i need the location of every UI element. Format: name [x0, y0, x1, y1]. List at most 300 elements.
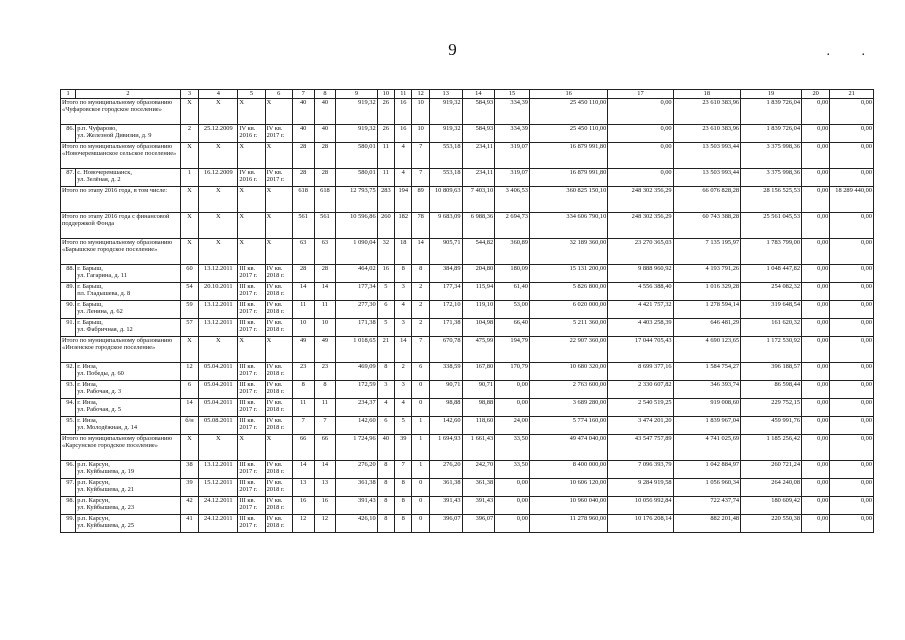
- address-cell: [76, 381, 180, 399]
- data-cell: Х: [238, 99, 265, 125]
- data-cell: 553,18: [429, 169, 462, 187]
- data-cell: 334 606 790,10: [529, 213, 607, 239]
- data-cell: 5 826 800,00: [529, 283, 607, 301]
- data-cell: 1 018,65: [336, 337, 377, 363]
- data-cell: IV кв. 2018 г.: [265, 461, 292, 479]
- data-cell: 40: [314, 125, 336, 143]
- data-cell: 7: [314, 417, 336, 435]
- data-cell: 25 561 045,53: [741, 213, 802, 239]
- column-number: 17: [608, 90, 673, 99]
- data-cell: 0,00: [830, 301, 874, 319]
- subtotal-label: Итого по муниципальному образованию «Карсунское городское поселение»: [61, 435, 181, 461]
- data-cell: 13 503 993,44: [673, 169, 740, 187]
- data-cell: 260: [377, 213, 394, 239]
- column-number: 16: [529, 90, 607, 99]
- table-row: [61, 417, 874, 435]
- data-cell: 14: [180, 399, 199, 417]
- data-cell: 0,00: [802, 417, 830, 435]
- data-cell: 283: [377, 187, 394, 213]
- address-settlement: р.п. Карсун,: [77, 479, 110, 486]
- data-cell: 1 783 799,00: [741, 239, 802, 265]
- data-cell: 0,00: [830, 515, 874, 533]
- data-cell: 0,00: [608, 169, 673, 187]
- data-cell: 7 096 393,79: [608, 461, 673, 479]
- data-cell: 14: [292, 283, 314, 301]
- address-settlement: р.п. Карсун,: [77, 515, 110, 522]
- data-cell: 98,88: [462, 399, 495, 417]
- data-cell: 28: [314, 169, 336, 187]
- address-cell: [76, 461, 180, 479]
- subtotal-label: Итого по муниципальному образованию «Барышское городское поселение»: [61, 239, 181, 265]
- data-cell: 9 683,09: [429, 213, 462, 239]
- data-cell: 16.12.2009: [199, 169, 238, 187]
- row-number: 87.: [61, 169, 76, 187]
- column-number: 4: [199, 90, 238, 99]
- data-cell: 54: [180, 283, 199, 301]
- data-cell: Х: [180, 143, 199, 169]
- data-cell: 1 185 256,42: [741, 435, 802, 461]
- data-cell: 10: [412, 99, 429, 125]
- data-cell: 2 694,73: [495, 213, 530, 239]
- row-number: 97.: [61, 479, 76, 497]
- data-cell: 194: [395, 187, 412, 213]
- address-settlement: г. Инза,: [77, 417, 98, 424]
- data-cell: 23: [292, 363, 314, 381]
- data-cell: 0: [412, 381, 429, 399]
- data-cell: Х: [265, 99, 292, 125]
- subtotal-label: Итого по муниципальному образованию «Чуфаровское городское поселение»: [61, 99, 181, 125]
- data-cell: 38: [180, 461, 199, 479]
- data-cell: 66,40: [495, 319, 530, 337]
- data-cell: 264 240,08: [741, 479, 802, 497]
- address-street: ул. Гагарина, д. 11: [77, 272, 128, 280]
- data-cell: 7: [395, 461, 412, 479]
- data-cell: 1 278 594,14: [673, 301, 740, 319]
- data-cell: 242,70: [462, 461, 495, 479]
- table-row: [61, 363, 874, 381]
- data-cell: IV кв. 2018 г.: [265, 497, 292, 515]
- data-cell: 0,00: [802, 497, 830, 515]
- data-cell: 3 375 998,36: [741, 143, 802, 169]
- data-cell: 3 474 201,20: [608, 417, 673, 435]
- data-cell: 0,00: [830, 337, 874, 363]
- column-number: 3: [180, 90, 199, 99]
- data-cell: 10 176 208,14: [608, 515, 673, 533]
- row-number: 90.: [61, 301, 76, 319]
- data-cell: 0,00: [830, 99, 874, 125]
- data-cell: 580,01: [336, 143, 377, 169]
- data-cell: 334,39: [495, 99, 530, 125]
- data-cell: 1: [412, 417, 429, 435]
- data-cell: 0,00: [608, 125, 673, 143]
- data-cell: 6: [377, 417, 394, 435]
- data-cell: 1 048 447,82: [741, 265, 802, 283]
- table-row: [61, 381, 874, 399]
- row-number: 95.: [61, 417, 76, 435]
- address-street: ул. Куйбышева, д. 25: [77, 522, 135, 530]
- data-cell: 57: [180, 319, 199, 337]
- column-number: 14: [462, 90, 495, 99]
- address-street: пл. Гладышева, д. 8: [77, 290, 131, 298]
- table-row: [61, 125, 874, 143]
- data-cell: 4: [395, 301, 412, 319]
- data-cell: 28: [292, 265, 314, 283]
- data-cell: 360 825 150,10: [529, 187, 607, 213]
- data-cell: 3: [395, 319, 412, 337]
- data-cell: 7: [292, 417, 314, 435]
- data-cell: 14: [314, 461, 336, 479]
- data-cell: 1: [412, 435, 429, 461]
- data-cell: 553,18: [429, 143, 462, 169]
- address-street: ул. Молодёжная, д. 14: [77, 424, 138, 432]
- data-cell: 0,00: [830, 213, 874, 239]
- data-cell: 11: [292, 301, 314, 319]
- data-cell: 254 082,32: [741, 283, 802, 301]
- data-cell: 17 044 705,43: [608, 337, 673, 363]
- data-cell: 0,00: [802, 99, 830, 125]
- subtotal-row: [61, 337, 874, 363]
- data-cell: 0,00: [802, 381, 830, 399]
- data-cell: IV кв. 2018 г.: [265, 381, 292, 399]
- address-cell: [76, 479, 180, 497]
- data-cell: 5: [377, 283, 394, 301]
- data-cell: 171,38: [429, 319, 462, 337]
- data-cell: 0,00: [830, 381, 874, 399]
- data-cell: 167,80: [462, 363, 495, 381]
- table-row: [61, 515, 874, 533]
- address-settlement: р.п. Чуфарово,: [77, 125, 117, 132]
- data-cell: IV кв. 2018 г.: [265, 319, 292, 337]
- data-cell: 32 189 360,00: [529, 239, 607, 265]
- address-settlement: г. Барыш,: [77, 319, 103, 326]
- table-row: [61, 283, 874, 301]
- data-cell: 14: [314, 283, 336, 301]
- data-cell: 475,99: [462, 337, 495, 363]
- column-number: 9: [336, 90, 377, 99]
- data-cell: 234,11: [462, 169, 495, 187]
- data-cell: 426,10: [336, 515, 377, 533]
- data-cell: 7: [412, 337, 429, 363]
- subtotal-label: Итого по муниципальному образованию «Инзенское городское поселение»: [61, 337, 181, 363]
- column-number: 20: [802, 90, 830, 99]
- data-cell: 0,00: [495, 515, 530, 533]
- data-cell: 4 403 258,39: [608, 319, 673, 337]
- data-cell: 1 839 967,04: [673, 417, 740, 435]
- data-cell: 41: [180, 515, 199, 533]
- data-cell: 0,00: [830, 283, 874, 301]
- data-cell: Х: [238, 435, 265, 461]
- subtotal-row: [61, 213, 874, 239]
- data-cell: 33,50: [495, 461, 530, 479]
- data-cell: Х: [180, 213, 199, 239]
- data-cell: 182: [395, 213, 412, 239]
- column-number-row: [61, 90, 874, 99]
- data-cell: 05.04.2011: [199, 363, 238, 381]
- data-cell: 11: [314, 399, 336, 417]
- data-cell: 361,38: [462, 479, 495, 497]
- data-cell: 10: [292, 319, 314, 337]
- subtotal-label: Итого по муниципальному образованию «Новочеремшанское сельское поселение»: [61, 143, 181, 169]
- table-row: [61, 479, 874, 497]
- data-cell: 0,00: [830, 417, 874, 435]
- data-cell: 22 907 360,00: [529, 337, 607, 363]
- data-cell: 10 596,86: [336, 213, 377, 239]
- data-cell: 13 503 993,44: [673, 143, 740, 169]
- data-cell: Х: [265, 337, 292, 363]
- row-number: 94.: [61, 399, 76, 417]
- data-cell: 16: [292, 497, 314, 515]
- data-cell: III кв. 2017 г.: [238, 363, 265, 381]
- data-cell: 0: [412, 497, 429, 515]
- data-cell: 21: [377, 337, 394, 363]
- data-cell: 16: [377, 265, 394, 283]
- data-cell: 3: [395, 283, 412, 301]
- address-settlement: г. Инза,: [77, 363, 98, 370]
- data-cell: 24.12.2011: [199, 497, 238, 515]
- data-cell: 0,00: [830, 399, 874, 417]
- data-cell: 4 741 025,69: [673, 435, 740, 461]
- data-cell: 13.12.2011: [199, 319, 238, 337]
- data-cell: 0,00: [830, 435, 874, 461]
- data-cell: Х: [265, 435, 292, 461]
- data-cell: 646 481,29: [673, 319, 740, 337]
- data-cell: 60 743 388,28: [673, 213, 740, 239]
- data-cell: 5: [395, 417, 412, 435]
- data-cell: 0,00: [802, 143, 830, 169]
- data-cell: 919,32: [336, 125, 377, 143]
- page-number: 9: [448, 40, 457, 59]
- data-cell: 4 556 388,40: [608, 283, 673, 301]
- data-cell: 14: [292, 461, 314, 479]
- data-cell: 618: [292, 187, 314, 213]
- data-cell: 3 406,53: [495, 187, 530, 213]
- data-cell: 194,79: [495, 337, 530, 363]
- data-cell: 0,00: [495, 399, 530, 417]
- data-cell: 0,00: [802, 283, 830, 301]
- data-cell: 6: [377, 301, 394, 319]
- data-cell: 4 690 123,65: [673, 337, 740, 363]
- data-cell: 0,00: [802, 187, 830, 213]
- address-street: ул. Куйбышева, д. 23: [77, 504, 135, 512]
- data-cell: 360,89: [495, 239, 530, 265]
- data-cell: 276,20: [429, 461, 462, 479]
- data-cell: 0,00: [830, 265, 874, 283]
- data-cell: 396,07: [462, 515, 495, 533]
- data-cell: 118,60: [462, 417, 495, 435]
- address-street: ул. Рабочая, д. 5: [77, 406, 122, 414]
- data-cell: 338,59: [429, 363, 462, 381]
- data-cell: 32: [377, 239, 394, 265]
- data-cell: 1 056 960,34: [673, 479, 740, 497]
- data-cell: IV кв. 2018 г.: [265, 283, 292, 301]
- data-cell: Х: [180, 239, 199, 265]
- data-cell: 11: [377, 169, 394, 187]
- column-number: 12: [412, 90, 429, 99]
- data-cell: 0: [412, 399, 429, 417]
- data-cell: 319,07: [495, 169, 530, 187]
- data-cell: 15.12.2011: [199, 479, 238, 497]
- data-cell: 16: [395, 125, 412, 143]
- data-cell: 28: [292, 169, 314, 187]
- data-cell: 10 680 320,00: [529, 363, 607, 381]
- data-cell: 119,10: [462, 301, 495, 319]
- data-cell: 0,00: [830, 363, 874, 381]
- data-cell: 0,00: [830, 319, 874, 337]
- data-cell: 8: [395, 497, 412, 515]
- data-cell: Х: [265, 213, 292, 239]
- data-cell: 2: [412, 319, 429, 337]
- data-cell: 0,00: [802, 435, 830, 461]
- data-cell: 1 839 726,04: [741, 125, 802, 143]
- data-cell: Х: [199, 435, 238, 461]
- data-cell: 18: [395, 239, 412, 265]
- data-cell: 2: [395, 363, 412, 381]
- data-cell: 1 661,43: [462, 435, 495, 461]
- data-cell: 12: [292, 515, 314, 533]
- data-cell: 40: [292, 125, 314, 143]
- data-cell: 9 284 919,58: [608, 479, 673, 497]
- address-cell: [76, 169, 180, 187]
- data-cell: 6: [412, 363, 429, 381]
- column-number: 10: [377, 90, 394, 99]
- subtotal-row: [61, 239, 874, 265]
- data-cell: 172,59: [336, 381, 377, 399]
- data-cell: 7: [412, 169, 429, 187]
- address-settlement: р.п. Карсун,: [77, 497, 110, 504]
- data-cell: 23 270 365,03: [608, 239, 673, 265]
- data-cell: 28: [314, 265, 336, 283]
- data-cell: III кв. 2017 г.: [238, 301, 265, 319]
- data-cell: III кв. 2017 г.: [238, 497, 265, 515]
- data-cell: Х: [180, 99, 199, 125]
- data-cell: 161 620,32: [741, 319, 802, 337]
- data-cell: IV кв. 2018 г.: [265, 265, 292, 283]
- data-cell: 277,30: [336, 301, 377, 319]
- data-cell: 40: [377, 435, 394, 461]
- data-cell: IV кв. 2018 г.: [265, 479, 292, 497]
- data-cell: 11: [314, 301, 336, 319]
- data-cell: 05.04.2011: [199, 399, 238, 417]
- data-cell: 33,50: [495, 435, 530, 461]
- data-cell: Х: [238, 143, 265, 169]
- data-cell: 18 289 440,00: [830, 187, 874, 213]
- row-number: 86.: [61, 125, 76, 143]
- data-cell: Х: [199, 99, 238, 125]
- data-cell: III кв. 2017 г.: [238, 479, 265, 497]
- data-cell: 0,00: [830, 169, 874, 187]
- data-cell: 464,02: [336, 265, 377, 283]
- data-cell: IV кв. 2017 г.: [265, 169, 292, 187]
- data-cell: 8: [395, 265, 412, 283]
- address-street: ул. Железной Дивизии, д. 9: [77, 132, 152, 140]
- data-cell: 276,20: [336, 461, 377, 479]
- column-number: 6: [265, 90, 292, 99]
- data-cell: 220 550,38: [741, 515, 802, 533]
- data-cell: 0: [412, 515, 429, 533]
- data-cell: IV кв. 2016 г.: [238, 169, 265, 187]
- data-cell: 98,88: [429, 399, 462, 417]
- data-cell: 919,32: [429, 125, 462, 143]
- data-cell: 396 188,57: [741, 363, 802, 381]
- data-cell: 0,00: [802, 461, 830, 479]
- data-cell: 40: [314, 99, 336, 125]
- data-cell: 26: [377, 99, 394, 125]
- row-number: 99.: [61, 515, 76, 533]
- data-cell: III кв. 2017 г.: [238, 319, 265, 337]
- data-cell: 260 721,24: [741, 461, 802, 479]
- data-cell: 172,10: [429, 301, 462, 319]
- data-cell: 9 888 960,92: [608, 265, 673, 283]
- data-cell: 2 330 607,82: [608, 381, 673, 399]
- data-cell: 66: [292, 435, 314, 461]
- data-cell: 2 540 519,25: [608, 399, 673, 417]
- data-cell: 0: [412, 479, 429, 497]
- data-cell: 8: [377, 497, 394, 515]
- data-cell: 10 960 040,00: [529, 497, 607, 515]
- data-cell: 4 421 757,32: [608, 301, 673, 319]
- data-cell: 1 172 530,92: [741, 337, 802, 363]
- data-cell: 177,34: [429, 283, 462, 301]
- address-cell: [76, 125, 180, 143]
- data-cell: 90,71: [429, 381, 462, 399]
- data-cell: 391,43: [429, 497, 462, 515]
- address-settlement: г. Инза,: [77, 381, 98, 388]
- data-cell: 2 763 600,00: [529, 381, 607, 399]
- data-cell: б/н: [180, 417, 199, 435]
- data-cell: 39: [395, 435, 412, 461]
- data-cell: Х: [265, 239, 292, 265]
- data-cell: 1 584 754,27: [673, 363, 740, 381]
- data-cell: 10 809,63: [429, 187, 462, 213]
- data-cell: 142,60: [336, 417, 377, 435]
- data-cell: 63: [314, 239, 336, 265]
- data-cell: 7 403,10: [462, 187, 495, 213]
- data-cell: 8 400 000,00: [529, 461, 607, 479]
- address-street: ул. Куйбышева, д. 21: [77, 486, 135, 494]
- data-cell: 0,00: [608, 99, 673, 125]
- table-row: [61, 319, 874, 337]
- data-cell: 8: [377, 479, 394, 497]
- subtotal-row: [61, 99, 874, 125]
- data-cell: 28 156 525,53: [741, 187, 802, 213]
- data-cell: 180 609,42: [741, 497, 802, 515]
- data-cell: 8 699 377,16: [608, 363, 673, 381]
- data-cell: 25 450 110,00: [529, 125, 607, 143]
- data-cell: 3 375 998,36: [741, 169, 802, 187]
- data-cell: 177,34: [336, 283, 377, 301]
- data-cell: III кв. 2017 г.: [238, 461, 265, 479]
- data-cell: 28: [314, 143, 336, 169]
- data-cell: 23 610 383,96: [673, 125, 740, 143]
- data-cell: 180,09: [495, 265, 530, 283]
- data-cell: 334,39: [495, 125, 530, 143]
- data-cell: 78: [412, 213, 429, 239]
- data-cell: III кв. 2017 г.: [238, 399, 265, 417]
- row-number: 93.: [61, 381, 76, 399]
- data-cell: 0,00: [802, 319, 830, 337]
- data-cell: III кв. 2017 г.: [238, 515, 265, 533]
- data-cell: 319,07: [495, 143, 530, 169]
- data-cell: 0,00: [802, 265, 830, 283]
- data-cell: 14: [395, 337, 412, 363]
- address-cell: [76, 301, 180, 319]
- data-cell: 49 474 040,00: [529, 435, 607, 461]
- data-cell: 1 839 726,04: [741, 99, 802, 125]
- data-cell: 16: [395, 99, 412, 125]
- data-cell: 4: [377, 399, 394, 417]
- data-cell: 384,89: [429, 265, 462, 283]
- data-cell: 16 879 991,80: [529, 169, 607, 187]
